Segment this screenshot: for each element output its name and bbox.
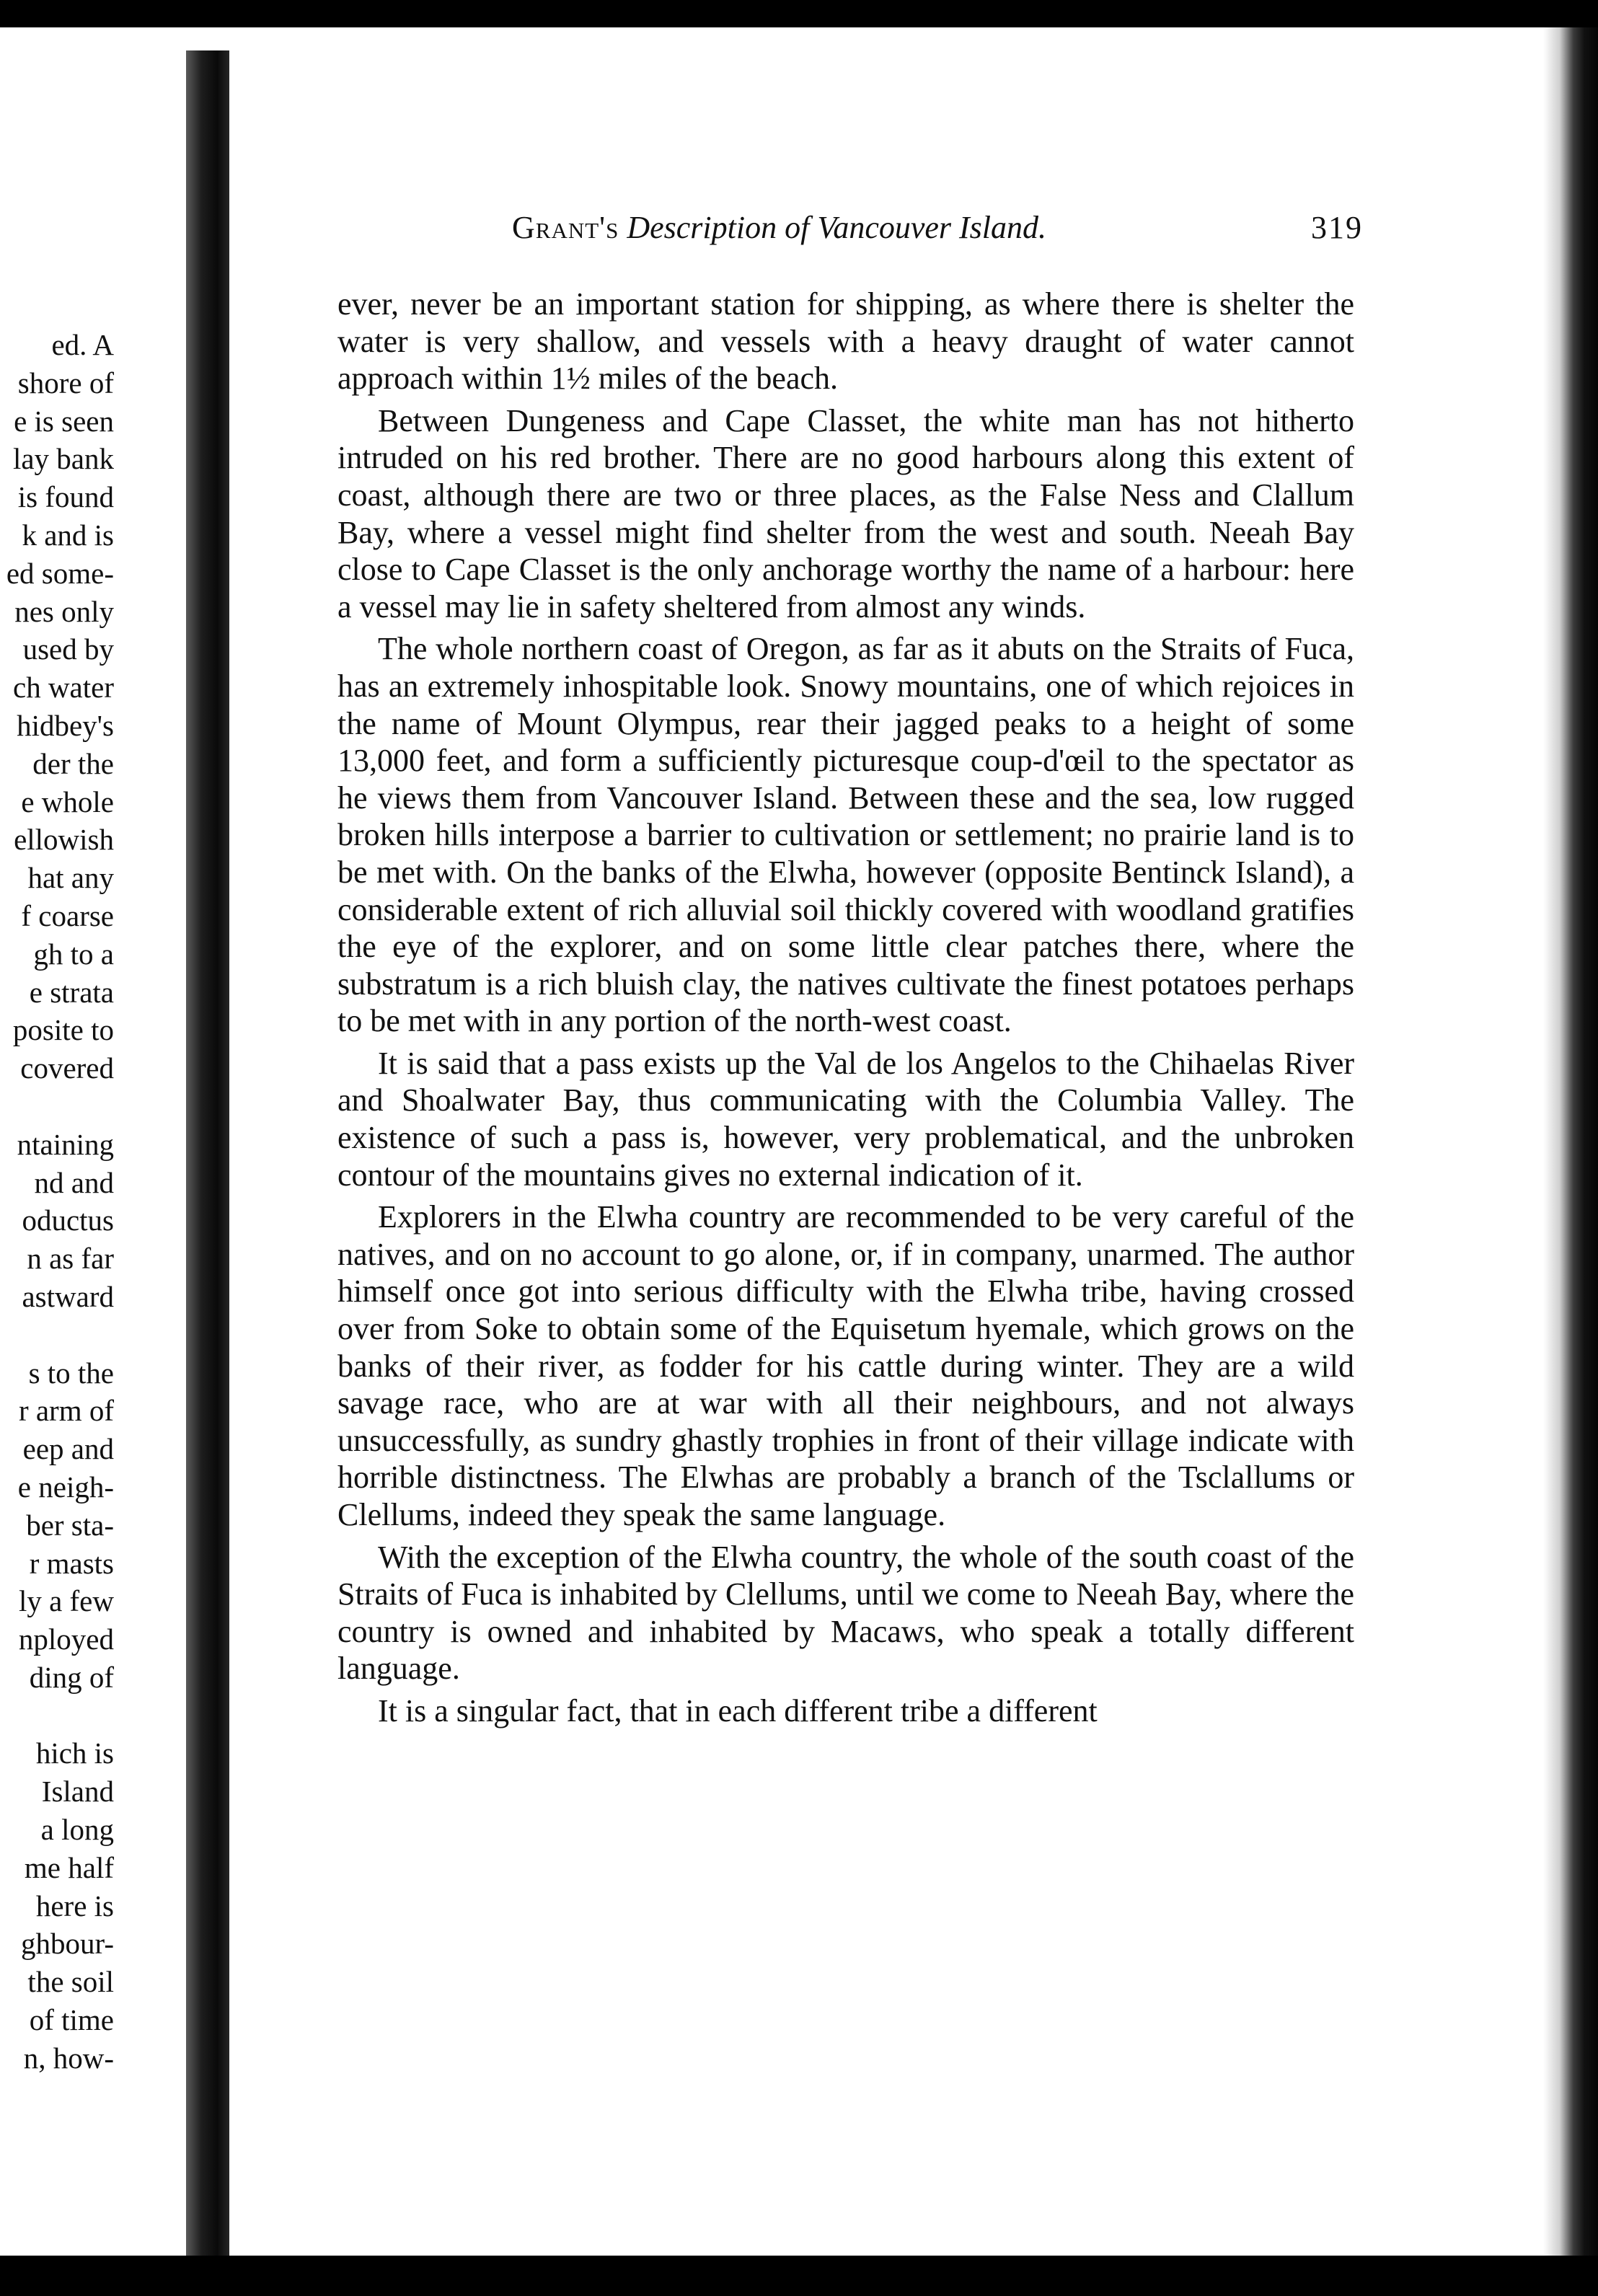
facing-page-line: e neigh- — [17, 1470, 114, 1504]
page-edge — [1543, 27, 1598, 2256]
running-header — [512, 209, 1363, 252]
facing-page-line: n as far — [27, 1242, 114, 1276]
facing-page-line: oductus — [22, 1204, 114, 1237]
paragraph: With the exception of the Elwha country, the whole of the south coast of the Straits of Fuca is inhabited by Clellums, until we come to Neeah Bay, where the country is owned and inhabited by Macaws, who speak a totally different language. — [337, 1539, 1354, 1687]
facing-page-line: used by — [22, 632, 114, 666]
facing-page-line: gh to a — [33, 937, 114, 971]
paragraph: It is a singular fact, that in each different tribe a different — [378, 1692, 1098, 1728]
facing-page-line: ch water — [13, 671, 114, 705]
facing-page-line: shore of — [17, 366, 114, 399]
facing-page-line: e whole — [21, 785, 114, 818]
facing-page-line: ghbour- — [21, 1927, 114, 1961]
facing-page-line: ber sta- — [26, 1508, 114, 1542]
running-title — [512, 209, 1046, 246]
running-title-work: Description of Vancouver Island. — [627, 210, 1047, 245]
page-body — [337, 286, 1354, 1735]
facing-page-line: hich is — [35, 1736, 114, 1770]
facing-page-line: der the — [32, 746, 114, 780]
facing-page-line: e strata — [29, 975, 114, 1009]
facing-page-line: e is seen — [14, 404, 114, 438]
facing-page-line: covered — [20, 1051, 114, 1085]
facing-page-line: astward — [22, 1279, 114, 1313]
paragraph: The whole northern coast of Oregon, as far as it abuts on the Straits of Fuca, has an extremely inhospitable look. Snowy mountains, one of which rejoices in the name of Mount Olympus, rear their jagged peaks to a height of some 13,000 feet, and form a sufficiently picturesque coup-d'œil to the spectator as he views them from Vancouver Island. Between these and the sea, low rugged broken hills interpose a barrier to cultivation or settlement; no prairie land is to be met with. On the banks of the Elwha, however (opposite Bentinck Island), a considerable extent of rich alluvial soil thickly covered with woodland gratifies the eye of the explorer, and on some little clear patches there, where the substratum is a rich bluish clay, the natives cultivate the finest potatoes perhaps to be met with in any portion of the north-west coast. — [337, 631, 1354, 1039]
facing-page — [0, 36, 209, 2257]
facing-page-line: ed. A — [51, 328, 114, 361]
facing-page-line: here is — [35, 1889, 114, 1922]
facing-page-line: posite to — [12, 1013, 114, 1047]
facing-page-line: k and is — [22, 518, 114, 552]
facing-page-line: of time — [29, 2003, 114, 2037]
facing-page-line: ding of — [29, 1660, 114, 1694]
facing-page-line: r arm of — [18, 1394, 114, 1428]
facing-page-line: ellowish — [14, 823, 114, 857]
facing-page-line: Island — [41, 1775, 114, 1809]
facing-page-line: r masts — [29, 1546, 114, 1580]
facing-page-line: eep and — [22, 1432, 114, 1466]
facing-page-line: me half — [24, 1850, 114, 1884]
paragraph: ever, never be an important station for shipping, as where there is shelter the water is very shallow, and vessels with a heavy draught of water cannot approach within 1½ miles of the beach. — [337, 286, 1354, 397]
facing-page-line — [0, 1697, 114, 1735]
facing-page-line: nd and — [34, 1165, 114, 1199]
facing-page-line: hidbey's — [17, 708, 114, 742]
paragraph: Between Dungeness and Cape Classet, the white man has not hitherto intruded on his red brother. There are no good harbours along this extent of coast, although there are two or three places, as the False Ness and Clallum Bay, where a vessel might find shelter from the west and south. Neeah Bay close to Cape Classet is the only anchorage worthy the name of a harbour: here a vessel may lie in safety sheltered from almost any winds. — [337, 402, 1354, 624]
running-title-author: Grant's — [512, 210, 619, 245]
facing-page-line: hat any — [27, 861, 114, 895]
paragraph: It is said that a pass exists up the Val de los Angelos to the Chihaelas River and Shoalwater Bay, thus communicating with the Columbia Valley. The existence of such a pass is, however, very problematical, and the unbroken contour of the mountains gives no external indication of it. — [337, 1045, 1354, 1193]
facing-page-line: n, how- — [23, 2041, 114, 2075]
scan-bottom-border — [0, 2256, 1598, 2296]
facing-page-line: a long — [40, 1813, 114, 1847]
facing-page-line: lay bank — [12, 442, 114, 476]
facing-page-line: nployed — [18, 1622, 114, 1656]
facing-page-line — [0, 1087, 114, 1126]
facing-page-line: the soil — [27, 1965, 114, 1999]
facing-page-line — [0, 1316, 114, 1354]
facing-page-line: ly a few — [18, 1584, 114, 1618]
facing-page-line: ntaining — [17, 1127, 114, 1161]
paragraph: Explorers in the Elwha country are recommended to be very careful of the natives, and on no account to go alone, or, if in company, unarmed. The author himself once got into serious difficulty with the Elwha tribe, having crossed over from Soke to obtain some of the Equisetum hyemale, which grows on the banks of their river, as fodder for his cattle during winter. They are a wild savage race, who are at war with all their neighbours, and not always unsuccessfully, as sundry ghastly trophies in front of their village indicate with horrible distinctness. The Elwhas are probably a branch of the Tsclallums or Clellums, indeed they speak the same language. — [337, 1199, 1354, 1532]
scan-top-border — [0, 0, 1598, 27]
facing-page-line: is found — [17, 480, 114, 514]
facing-page-text — [0, 326, 114, 2078]
facing-page-line: f coarse — [21, 898, 114, 932]
facing-page-line: s to the — [28, 1356, 114, 1390]
facing-page-line: ed some- — [6, 556, 114, 590]
facing-page-line: nes only — [14, 594, 114, 628]
page-number: 319 — [1311, 210, 1363, 245]
